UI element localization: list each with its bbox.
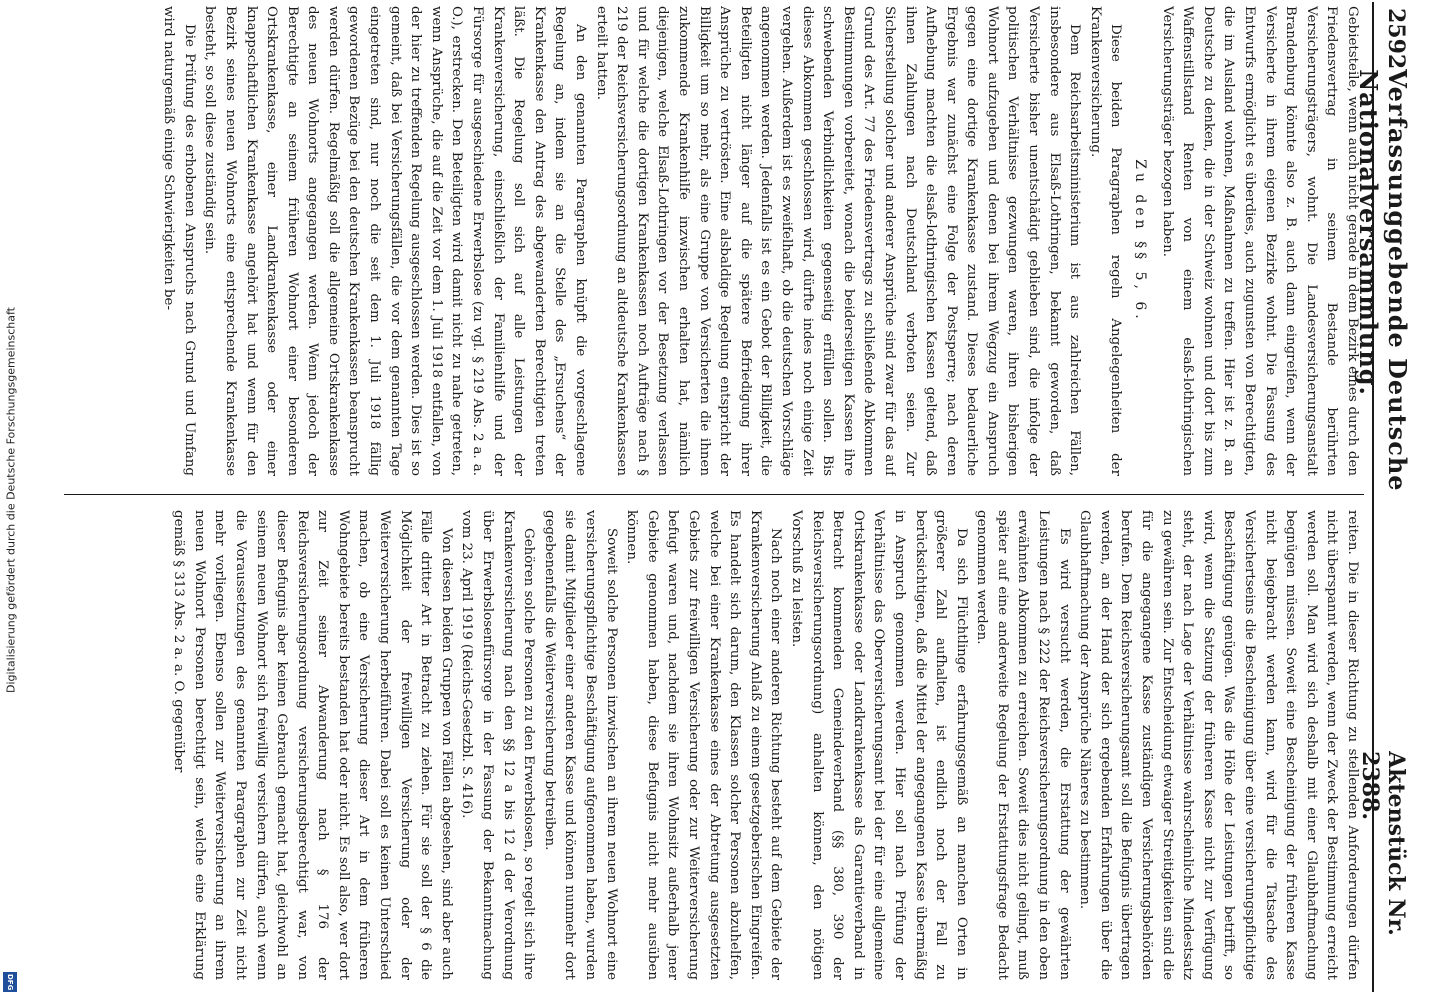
paragraph: Es wird versucht werden, die Erstattung der gewährten Leistungen nach § 222 der Reichsversicherungsordnung in den oben erwähnten Abkommen zu erreichen. Soweit dies nicht gelingt, muß später auf eine anderweite Regelung der Erstattungsfrage Bedacht genommen werden. <box>974 510 1072 980</box>
paragraph: Gebietsteile, wenn auch nicht gerade in dem Bezirk eines durch den Friedensvertrag in seinem Bestande berührten Versicherungsträgers, wohnt. Die Landesversicherungsanstalt Brandenburg könnte also z. B. auch dann eingreifen, wenn der Versicherte in ihrem eigenen Bezirke wohnt. Die Fassung des Entwurfs ermöglicht es überdies, auch zugunsten von Berechtigten, die im Ausland wohnen, Maßnahmen zu treffen. Hier ist z. B. an Deutsche zu denken, die in der Schweiz wohnen und dort bis zum Waffenstillstand Renten von einem elsaß-lothringischen Versicherungsträger bezogen haben. <box>1159 6 1360 476</box>
paragraph: Da sich Flüchtlinge erfahrungsgemäß an manchen Orten in größerer Zahl aufhalten, ist endlich noch der Fall zu berücksichtigen, daß die Mittel der angegangenen Kasse übermäßig in Anspruch genommen werden. Hier soll nach Prüfung der Verhältnisse das Oberversicherungsamt bei der für eine allgemeine Ortskrankenkasse oder Landkrankenkasse als Garantieverband in Betracht kommenden Gemeindeverband (§§ 380, 390 der Reichsversicherungsordnung) anhalten können, den nötigen Vorschuß zu leisten. <box>788 510 969 980</box>
document-number: Aktenstück Nr. 2388. <box>1357 751 1409 936</box>
paragraph: Gehören solche Personen zu den Erwerbslosen, so regelt sich ihre Krankenversicherung nach den §§ 12 a bis 12 d der Verordnung über Erwerbslosenfürsorge in der Fassung der Bekanntmachung vom 23. April 1919 (Reichs-Gesetzbl. S. 416). <box>459 510 537 980</box>
paragraph: Von diesen beiden Gruppen von Fällen abgesehen, sind aber auch Fälle dritter Art in Betracht zu ziehen. Für sie soll der § 6 die Möglichkeit der freiwilligen Versicherung oder der Weiterversicherung herbeiführen. Dabei soll es keinen Unterschied machen, ob eine Versicherung dieser Art in dem früheren Wohngebiete bereits bestanden hat oder nicht. Es soll also, wer dort zur Zeit seiner Abwanderung nach § 176 der Reichsversicherungsordnung versicherungsberechtigt war, von dieser Befugnis aber keinen Gebrauch gemacht hat, gleichwohl an seinem neuen Wohnort sich freiwillig versichern dürfen, auch wenn die Voraussetzungen des genannten Paragraphen zur Zeit nicht mehr vorliegen. Ebenso sollen zur Weiterversicherung an ihrem neuen Wohnort Personen berechtigt sein, welche eine Erklärung gemäß § 313 Abs. 2 a. a. O. gegenüber <box>171 510 454 980</box>
left-column <box>62 6 1362 476</box>
section-heading: Zu den §§ 5, 6. <box>1132 159 1149 323</box>
running-title: Verfassunggebende Deutsche Nationalversammlung. <box>1354 69 1412 492</box>
document-page <box>52 2 1412 992</box>
digitization-credit-text: Digitalisierung gefördert durch die Deutsche Forschungsgemeinschaft <box>4 307 18 693</box>
paragraph: Die Prüfung des erhobenen Anspruchs nach Grund und Umfang wird naturgemäß einige Schwierigkeiten be- <box>161 6 197 476</box>
page-number: 2592 <box>1383 8 1409 70</box>
paragraph: An den genannten Paragraphen knüpft die vorgeschlagene Regelung an, indem sie an die Stelle des „Ersuchens“ der Krankenkasse den Antrag des abgewanderten Berechtigten treten läßt. Die Regelung soll sich auf alle Leistungen der Krankenversicherung, einschließlich der Familienhilfe und der Fürsorge für ausgeschiedene Erwerbslose (zu vgl. § 219 Abs. 2 a. a. O.), erstrecken. Den Beteiligten wird damit nicht zu nahe getreten, wenn Ansprüche, die auf die Zeit vor dem 1. Juli 1918 entfallen, von der hier zu treffenden Regelung ausgeschlossen werden. Dies ist so gemeint, daß bei Versicherungsfällen, die vor dem genannten Tage eingetreten sind, nur noch die seit dem 1. Juli 1918 fällig gewordenen Bezüge bei den deutschen Krankenkassen beansprucht werden dürfen. Regelmäßig soll die allgemeine Ortskrankenkasse des neuen Wohnorts angegangen werden. Wenn jedoch der Berechtigte an seinem früheren Wohnort einer besonderen Ortskrankenkasse, einer Landkrankenkasse oder einer knappschaftlichen Krankenkasse angehört hat und wenn für den Bezirk seines neuen Wohnorts eine entsprechende Krankenkasse besteht, so soll diese zuständig sein. <box>202 6 589 476</box>
column-divider <box>64 494 1364 495</box>
paragraph: Diese beiden Paragraphen regeln Angelegenheiten der Krankenversicherung. <box>1087 6 1124 476</box>
page-header <box>1354 2 1412 992</box>
right-column <box>62 510 1362 980</box>
digitization-credit <box>2 10 20 990</box>
dfg-logo: DFG <box>3 972 17 992</box>
paragraph: Soweit solche Personen inzwischen an ihrem neuen Wohnort eine versicherungspflichtige Beschäftigung aufgenommen haben, wurden sie damit Mitglieder einer anderen Kasse und können nunmehr dort gegebenenfalls die Weiterversicherung betreiben. <box>541 510 619 980</box>
paragraph: Dem Reichsarbeitsministerium ist aus zahlreichen Fällen, insbesondere aus Elsaß-Lothringen, bekannt geworden, daß Versicherte bisher unentschädigt geblieben sind, die infolge der politischen Verhältnisse gezwungen waren, ihren bisherigen Wohnort aufzugeben und denen bei ihrem Wegzug ein Anspruch gegen eine dortige Krankenkasse zustand. Dieses bedauerliche Ergebnis war zunächst eine Folge der Postsperre; nach deren Aufhebung machten die elsaß-lothringischen Kassen geltend, daß ihnen Zahlungen nach Deutschland verboten seien. Zur Sicherstellung solcher und anderer Ansprüche sind zwar für das auf Grund des Art. 77 des Friedensvertrags zu schließende Abkommen Bestimmungen vorbereitet, wonach die beiderseitigen Kassen ihre schwebenden Verbindlichkeiten gegenseitig erfüllen sollen. Bis dieses Abkommen geschlossen wird, dürfte indes noch einige Zeit vergehen. Außerdem ist es zweifelhaft, ob die deutschen Vorschläge angenommen werden. Jedenfalls ist es ein Gebot der Billigkeit, die Beteiligten nicht länger auf die spätere Befriedigung ihrer Ansprüche zu vertrösten. Eine alsbaldige Regelung entspricht der Billigkeit um so mehr, als eine Gruppe von Versicherten die ihnen zukommende Krankenhilfe inzwischen erhalten hat, nämlich diejenigen, welche Elsaß-Lothringen vor der Besetzung verlassen und für welche die dortigen Krankenkassen noch Aufträge nach § 219 der Reichsversicherungsordnung an altdeutsche Krankenkassen erteilt hatten. <box>593 6 1083 476</box>
paragraph: Nach noch einer anderen Richtung besteht auf dem Gebiete der Krankenversicherung Anlaß zu einem gesetzgeberischen Eingreifen. Es handelt sich darum, den Klassen solcher Personen abzuhelfen, welche bei einer Krankenkasse eines der Abtretung ausgesetzten Gebiets zur freiwilligen Versicherung oder zur Weiterversicherung befugt waren und, nachdem sie ihren Wohnsitz außerhalb jener Gebiete genommen haben, diese Befugnis nicht mehr ausüben können. <box>624 510 784 980</box>
paragraph: reiten. Die in dieser Richtung zu stellenden Anforderungen dürfen nicht überspannt werden, wenn der Zweck der Bestimmung erreicht werden soll. Man wird sich deshalb mit einer Glaubhaftmachung begnügen müssen. Soweit eine Bescheinigung der früheren Kasse nicht beigebracht werden kann, wird für die Tatsache des Versichertseins die Bescheinigung über eine versicherungspflichtige Beschäftigung genügen. Was die Höhe der Leistungen betrifft, so wird, wenn die Satzung der früheren Kasse nicht zur Verfügung steht, der nach Lage der Verhältnisse wahrscheinliche Mindestsatz zu gewähren sein. Zur Entscheidung etwaiger Streitigkeiten sind die für die angegangene Kasse zuständigen Versicherungsbehörden berufen. Dem Reichsversicherungsamt soll die Befugnis übertragen werden, an der Hand der sich ergebenden Erfahrungen über die Glaubhaftmachung der Ansprüche Näheres zu bestimmen. <box>1077 510 1360 980</box>
